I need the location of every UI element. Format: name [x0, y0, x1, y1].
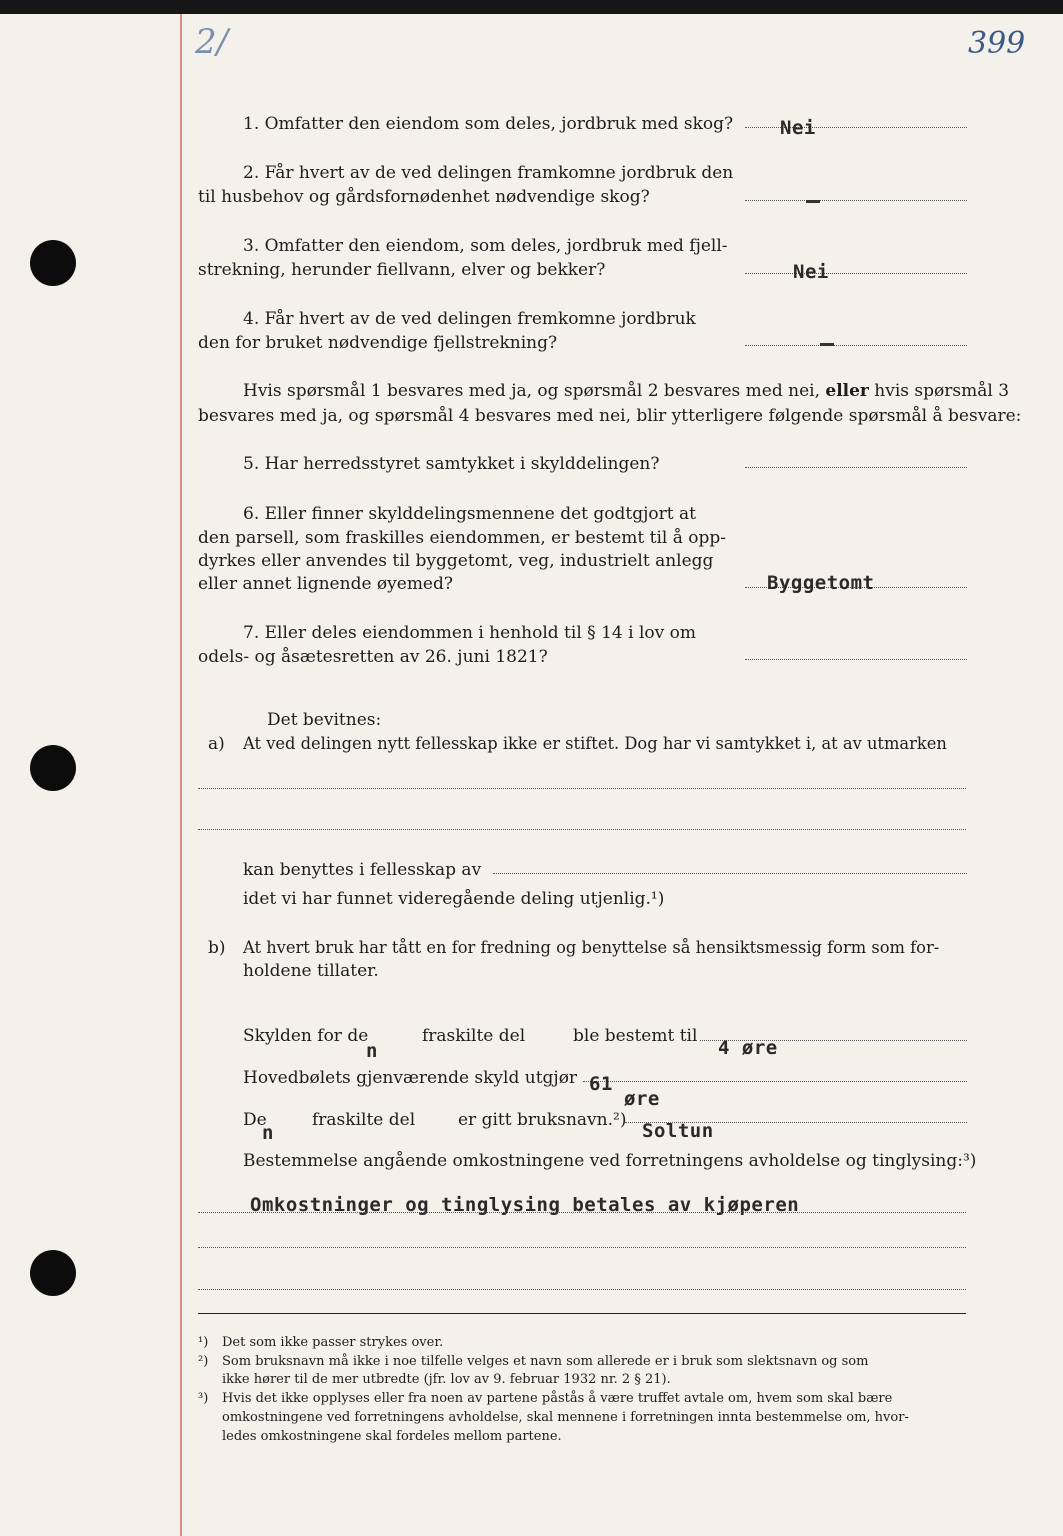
conditional-line1: Hvis spørsmål 1 besvares med ja, og spørsmål 2 besvares med nei, eller hvis spørsmål 3 [243, 381, 1010, 401]
skyld-line3-a: De [243, 1110, 267, 1130]
omkostninger-value: Omkostninger og tinglysing betales av kjøperen [250, 1194, 800, 1216]
footnote-1-mark: ¹) [198, 1335, 209, 1350]
question-2-line2: til husbehov og gårdsfornødenhet nødvendige skog? [198, 187, 650, 207]
certify-b-line1: At hvert bruk har tått en for fredning og benyttelse så hensiktsmessig form som for- [243, 938, 940, 957]
blank-line-2 [198, 829, 966, 830]
fellesskap-text: kan benyttes i fellesskap av [243, 860, 482, 880]
question-2-line1: 2. Får hvert av de ved delingen framkomne jordbruk den [243, 163, 734, 183]
skyld-line3-n: n [262, 1122, 274, 1144]
footnote-3-line1: Hvis det ikke opplyses eller fra noen av partene påstås å være truffet avtale om, hvem som skal bære [222, 1391, 893, 1406]
question-5: 5. Har herredsstyret samtykket i skylddelingen? [243, 454, 660, 474]
footnote-divider [198, 1313, 966, 1314]
footnote-2-line1: Som bruksnavn må ikke i noe tilfelle velges et navn som allerede er i bruk som slektsnavn og som [222, 1354, 869, 1369]
skyld-line1-n: n [366, 1040, 378, 1062]
omk-line-1 [198, 1212, 966, 1213]
footnote-3-mark: ³) [198, 1391, 209, 1406]
skyld-line3-b: fraskilte del [312, 1110, 416, 1130]
bruksnavn-value: Soltun [642, 1120, 714, 1142]
certify-b-line2: holdene tillater. [243, 961, 379, 981]
answer-line-5 [745, 467, 967, 468]
answer-line-1 [745, 127, 967, 128]
skyld-value: 4 øre [718, 1037, 778, 1059]
hovedbol-unit: øre [624, 1088, 660, 1110]
question-4-line2: den for bruket nødvendige fjellstrekning? [198, 333, 558, 353]
answer-line-2 [745, 200, 967, 201]
skyld-line1-b: fraskilte del [422, 1026, 526, 1046]
blank-line-1 [198, 788, 966, 789]
margin-line [180, 14, 182, 1536]
question-6-line4: eller annet lignende øyemed? [198, 574, 453, 594]
videre-text: idet vi har funnet videregående deling utjenlig.¹) [243, 889, 665, 909]
footnote-3-line2: omkostningene ved forretningens avholdelse, skal mennene i forretningen innta bestemmelse om, hvor- [222, 1410, 909, 1425]
footnote-3-line3: ledes omkostningene skal fordeles mellom partene. [222, 1429, 562, 1444]
certify-a-label: a) [208, 734, 225, 754]
answer-2-dash [806, 200, 820, 203]
answer-6: Byggetomt [767, 572, 875, 594]
answer-4-dash [820, 343, 834, 346]
footnote-2-mark: ²) [198, 1354, 209, 1369]
hovedbol-value: 61 [589, 1073, 613, 1095]
skyld-line4: Bestemmelse angående omkostningene ved forretningens avholdelse og tinglysing:³) [243, 1151, 977, 1171]
answer-3: Nei [793, 261, 829, 283]
skyld-line2-rule [583, 1081, 967, 1082]
question-7-line2: odels- og åsætesretten av 26. juni 1821? [198, 647, 548, 667]
skyld-line3-c: er gitt bruksnavn.²) [458, 1110, 627, 1130]
corner-mark: 2/ [195, 22, 229, 62]
conditional-line2: besvares med ja, og spørsmål 4 besvares med nei, blir ytterligere følgende spørsmål å besvare: [198, 406, 1022, 426]
answer-line-4 [745, 345, 967, 346]
question-6-line2: den parsell, som fraskilles eiendommen, er bestemt til å opp- [198, 528, 727, 548]
omk-line-3 [198, 1289, 966, 1290]
skyld-line1-a: Skylden for de [243, 1026, 369, 1046]
answer-1: Nei [780, 117, 816, 139]
question-3-line2: strekning, herunder fiellvann, elver og bekker? [198, 260, 606, 280]
footnote-1-text: Det som ikke passer strykes over. [222, 1335, 444, 1350]
punch-hole-middle [30, 745, 76, 791]
question-4-line1: 4. Får hvert av de ved delingen fremkomne jordbruk [243, 309, 696, 329]
answer-line-7 [745, 659, 967, 660]
certify-a-text: At ved delingen nytt fellesskap ikke er stiftet. Dog har vi samtykket i, at av utmarken [243, 734, 947, 753]
skyld-line2: Hovedbølets gjenværende skyld utgjør [243, 1068, 578, 1088]
page-number: 399 [968, 26, 1026, 61]
scan-top-edge [0, 0, 1063, 14]
footnote-2-line2: ikke hører til de mer utbredte (jfr. lov av 9. februar 1932 nr. 2 § 21). [222, 1372, 671, 1387]
fellesskap-line [493, 873, 967, 874]
question-6-line3: dyrkes eller anvendes til byggetomt, veg, industrielt anlegg [198, 551, 714, 571]
question-1: 1. Omfatter den eiendom som deles, jordbruk med skog? [243, 114, 734, 134]
certify-b-label: b) [208, 938, 226, 958]
punch-hole-top [30, 240, 76, 286]
skyld-line1-c: ble bestemt til [573, 1026, 698, 1046]
question-6-line1: 6. Eller finner skylddelingsmennene det godtgjort at [243, 504, 696, 524]
question-3-line1: 3. Omfatter den eiendom, som deles, jordbruk med fjell- [243, 236, 728, 256]
answer-line-3 [745, 273, 967, 274]
certify-heading: Det bevitnes: [267, 710, 382, 730]
punch-hole-bottom [30, 1250, 76, 1296]
question-7-line1: 7. Eller deles eiendommen i henhold til § 14 i lov om [243, 623, 696, 643]
omk-line-2 [198, 1247, 966, 1248]
